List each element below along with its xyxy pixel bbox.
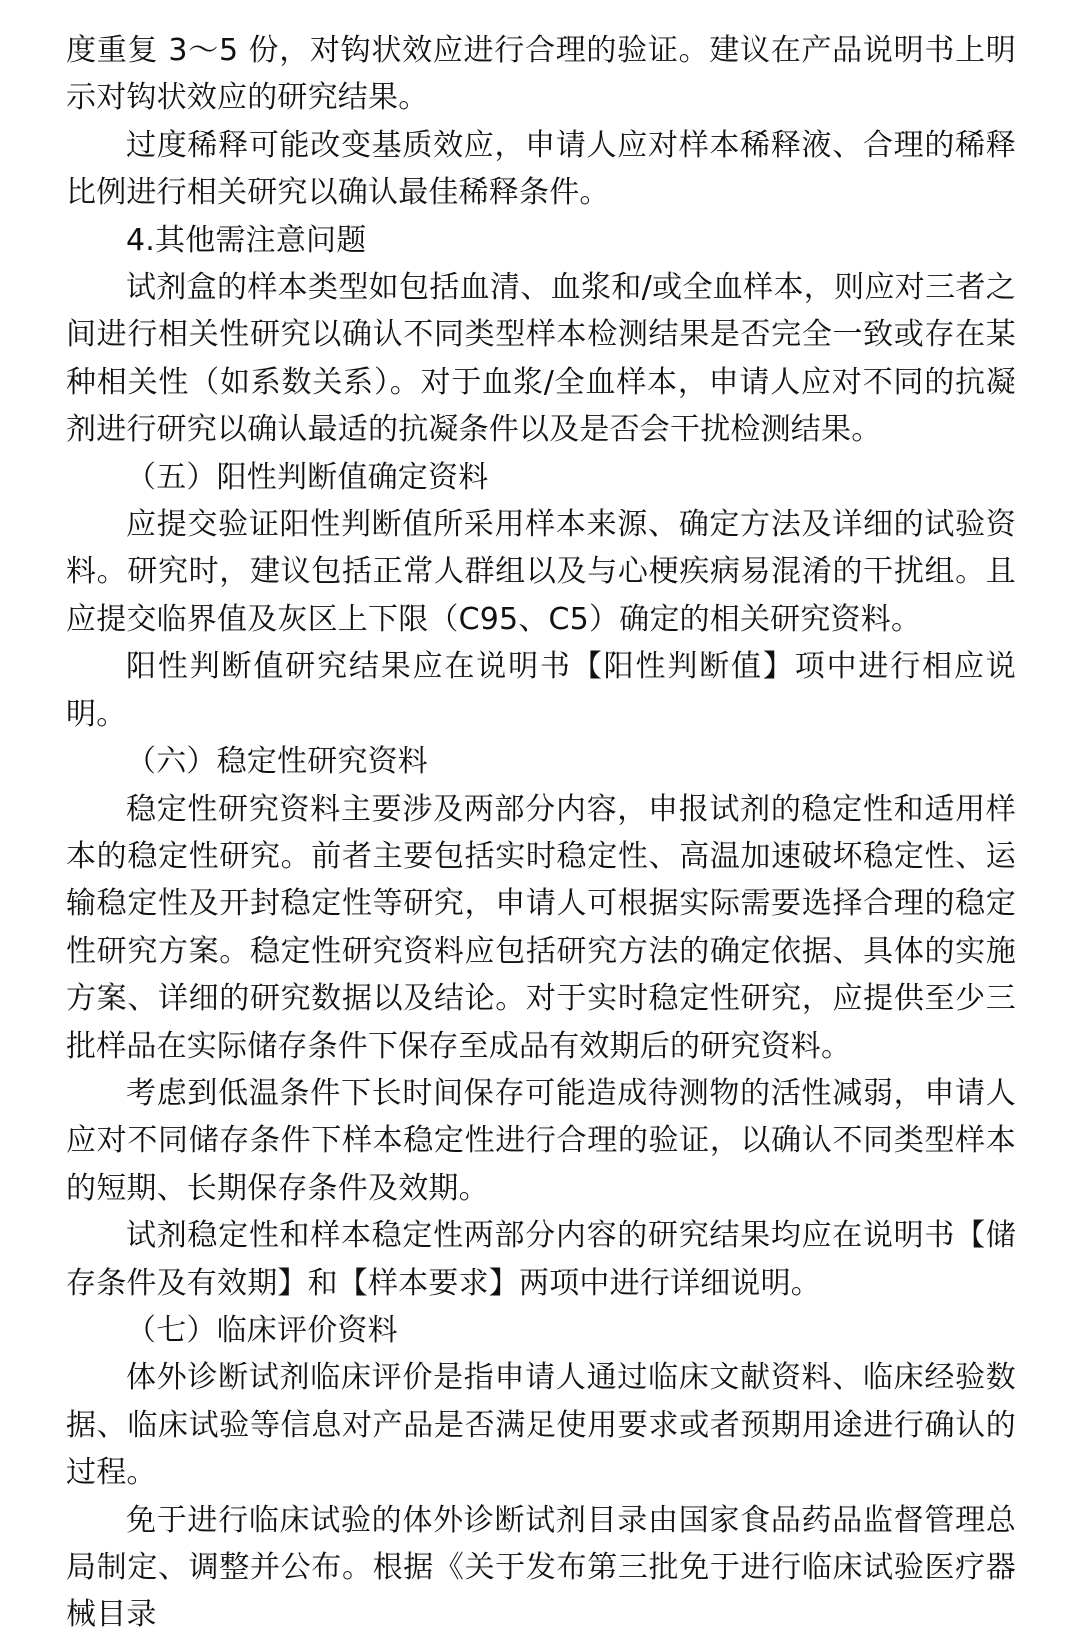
paragraph-clinical-definition: 体外诊断试剂临床评价是指申请人通过临床文献资料、临床经验数据、临床试验等信息对产品是否满足使用要求或者预期用途进行确认的过程。 xyxy=(66,1360,1016,1491)
heading-clinical-evaluation: （七）临床评价资料 xyxy=(126,1312,398,1348)
paragraph-dilution: 过度稀释可能改变基质效应，申请人应对样本稀释液、合理的稀释比例进行相关研究以确认最佳稀释条件。 xyxy=(66,127,1016,211)
paragraph-stability-overview: 稳定性研究资料主要涉及两部分内容，申报试剂的稳定性和适用样本的稳定性研究。前者主要包括实时稳定性、高温加速破坏稳定性、运输稳定性及开封稳定性等研究，申请人可根据实际需要选择合理的稳定性研究方案。稳定性研究资料应包括研究方法的确定依据、具体的实施方案、详细的研究数据以及结论。对于实时稳定性研究，应提供至少三批样品在实际储存条件下保存至成品有效期后的研究资料。 xyxy=(66,791,1016,1064)
heading-positive-cutoff: （五）阳性判断值确定资料 xyxy=(126,459,489,495)
paragraph-cutoff-validation: 应提交验证阳性判断值所采用样本来源、确定方法及详细的试验资料。研究时，建议包括正常人群组以及与心梗疾病易混淆的干扰组。且应提交临界值及灰区上下限（C95、C5）确定的相关研究资料。 xyxy=(66,507,1016,637)
paragraph-sample-types: 试剂盒的样本类型如包括血清、血浆和/或全血样本，则应对三者之间进行相关性研究以确认不同类型样本检测结果是否完全一致或存在某种相关性（如系数关系）。对于血浆/全血样本，申请人应对不同的抗凝剂进行研究以确认最适的抗凝条件以及是否会干扰检测结果。 xyxy=(66,270,1016,448)
heading-other-issues: 4.其他需注意问题 xyxy=(126,222,367,258)
paragraph-cutoff-instructions: 阳性判断值研究结果应在说明书【阳性判断值】项中进行相应说明。 xyxy=(66,649,1016,732)
document-page xyxy=(66,27,1016,1639)
paragraph-sample-stability: 考虑到低温条件下长时间保存可能造成待测物的活性减弱，申请人应对不同储存条件下样本稳定性进行合理的验证，以确认不同类型样本的短期、长期保存条件及效期。 xyxy=(66,1075,1016,1206)
heading-stability: （六）稳定性研究资料 xyxy=(126,744,428,780)
paragraph-stability-instructions: 试剂稳定性和样本稳定性两部分内容的研究结果均应在说明书【储存条件及有效期】和【样本要求】两项中进行详细说明。 xyxy=(66,1218,1016,1301)
paragraph-continuation: 度重复 3～5 份，对钩状效应进行合理的验证。建议在产品说明书上明示对钩状效应的研究结果。 xyxy=(66,33,1016,116)
paragraph-exemption-catalog: 免于进行临床试验的体外诊断试剂目录由国家食品药品监督管理总局制定、调整并公布。根据《关于发布第三批免于进行临床试验医疗器械目录 xyxy=(66,1502,1016,1633)
